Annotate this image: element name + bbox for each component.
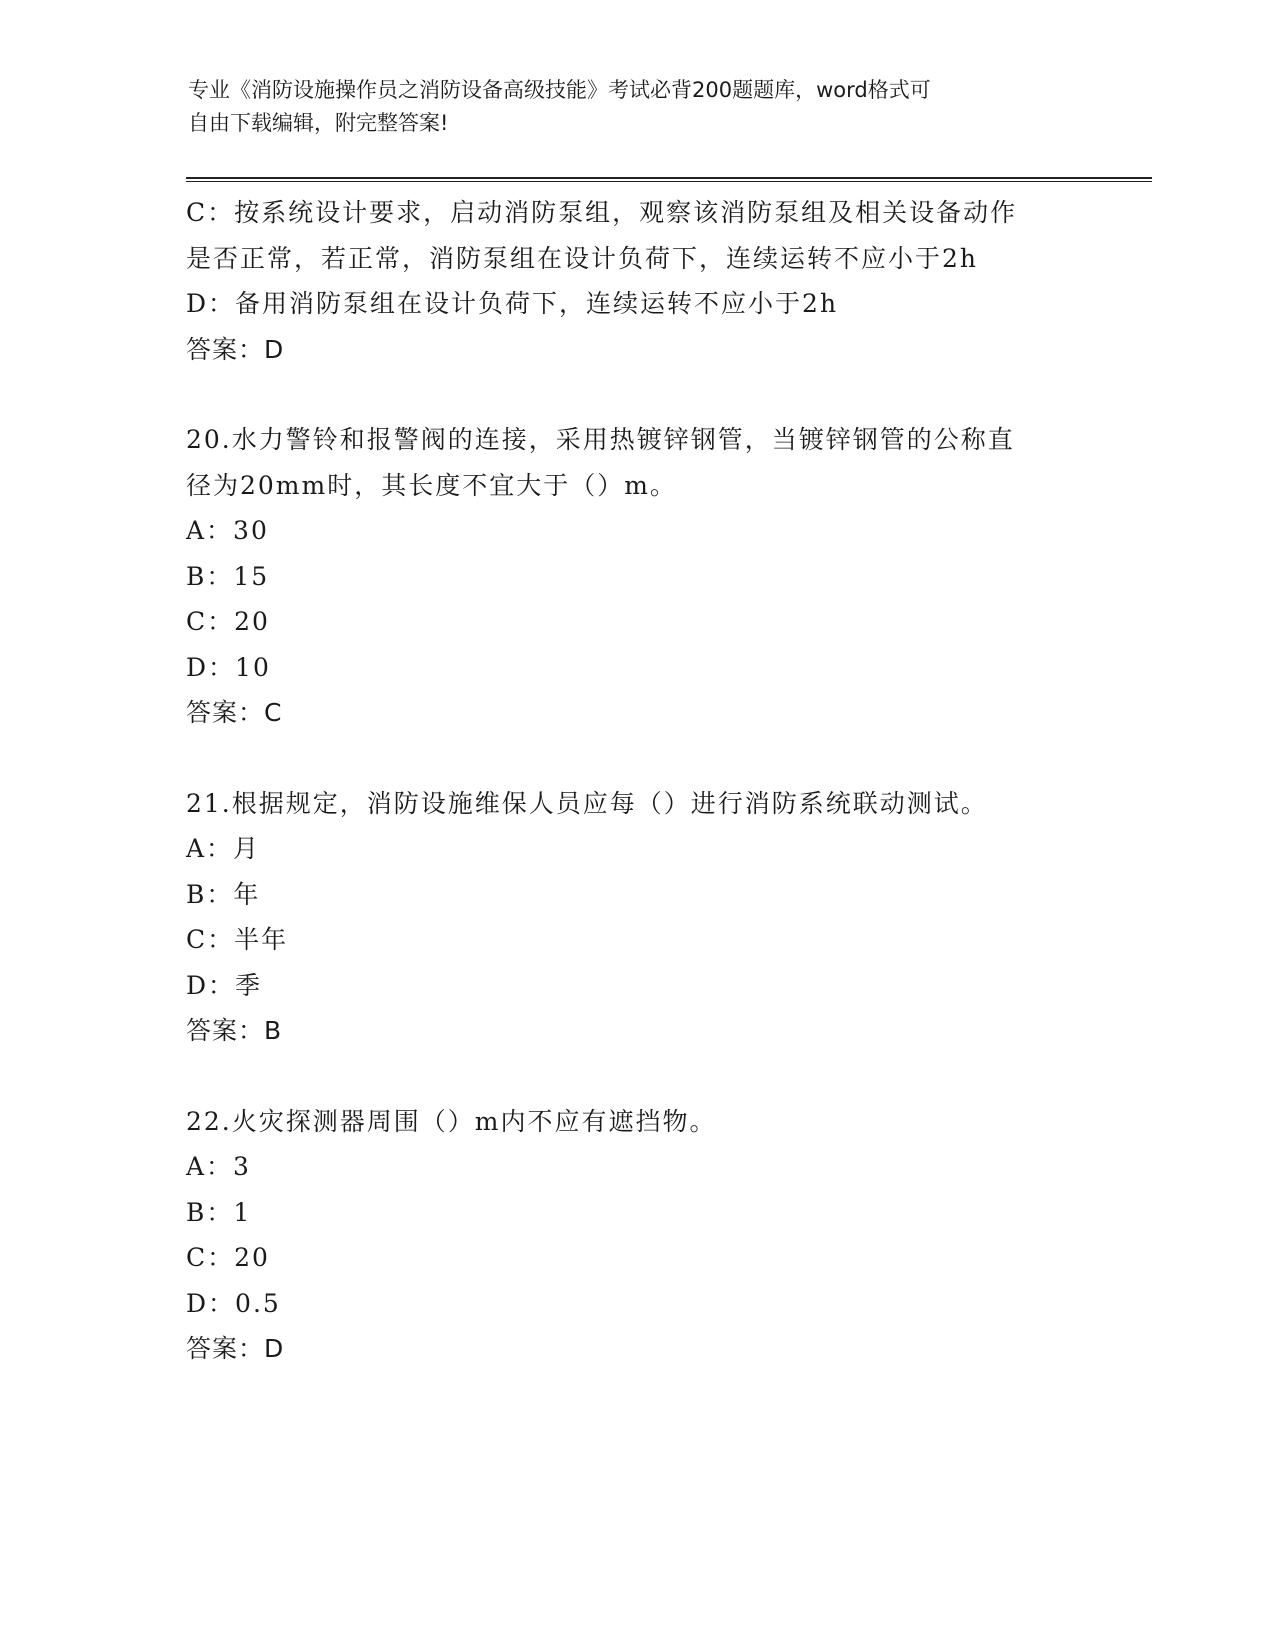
option-c: C：20 — [186, 607, 270, 636]
question-list — [186, 190, 1086, 1372]
option-c-line-1: C：按系统设计要求，启动消防泵组，观察该消防泵组及相关设备动作 — [186, 198, 1018, 227]
option-a: A：3 — [186, 1152, 251, 1181]
header-divider — [186, 177, 1152, 182]
option-c: C：半年 — [186, 925, 289, 954]
question-stem-line-1: 20.水力警铃和报警阀的连接，采用热镀锌钢管，当镀锌钢管的公称直 — [186, 425, 1015, 454]
option-c-line-2: 是否正常，若正常，消防泵组在设计负荷下，连续运转不应小于2h — [186, 243, 979, 273]
question-22 — [186, 1099, 1086, 1372]
question-21 — [186, 781, 1086, 1054]
carryover-question — [186, 190, 1086, 372]
answer-line: 答案：D — [186, 334, 285, 364]
question-spacer — [186, 1054, 1086, 1099]
option-d: D：0.5 — [186, 1288, 281, 1318]
option-b: B：15 — [186, 561, 270, 591]
question-spacer — [186, 736, 1086, 781]
option-a: A：月 — [186, 834, 261, 863]
option-a: A：30 — [186, 516, 269, 545]
answer-line: 答案：B — [186, 1016, 283, 1045]
option-d: D：10 — [186, 652, 271, 682]
answer-line: 答案：C — [186, 698, 283, 727]
question-stem-line-1: 22.火灾探测器周围（）m内不应有遮挡物。 — [186, 1106, 717, 1136]
question-stem-line-1: 21.根据规定，消防设施维保人员应每（）进行消防系统联动测试。 — [186, 788, 988, 818]
option-d: D：备用消防泵组在设计负荷下，连续运转不应小于2h — [186, 289, 839, 318]
option-d: D：季 — [186, 970, 263, 1000]
question-stem-line-2: 径为20mm时，其长度不宜大于（）m。 — [186, 470, 677, 500]
header-title-line-2: 自由下载编辑，附完整答案! — [188, 111, 449, 135]
question-20 — [186, 417, 1086, 736]
option-b: B：年 — [186, 879, 261, 909]
question-spacer — [186, 372, 1086, 417]
option-c: C：20 — [186, 1243, 270, 1272]
answer-line: 答案：D — [186, 1334, 285, 1363]
header-title-line-1: 专业《消防设施操作员之消防设备高级技能》考试必背200题题库，word格式可 — [188, 78, 931, 102]
option-b: B：1 — [186, 1197, 252, 1227]
document-header — [188, 74, 1088, 140]
